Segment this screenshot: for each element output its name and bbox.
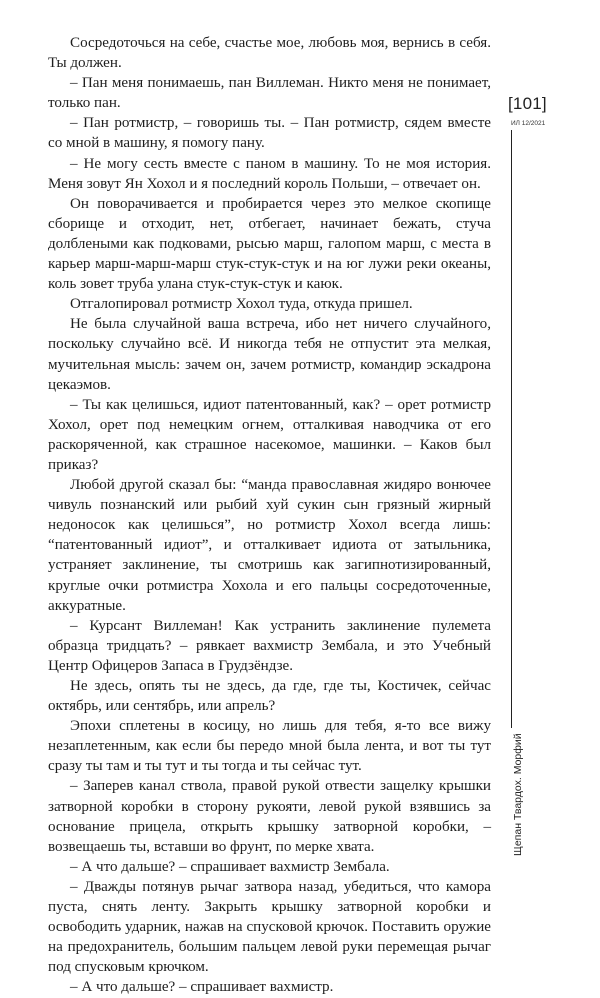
page-number: [101] [508,94,547,113]
paragraph: Отгалопировал ротмистр Хохол туда, откуда пришел. [70,296,413,313]
paragraph: – Заперев канал ствола, правой рукой отвести защелку крышки затворной коробки в сторону рукояти, левой рукой взявшись за основание прицела, открыть крышку затворной коробки, – возвещаешь ты, вставши во фрунт, по мерке хвата. [48,778,491,855]
margin-rule [511,130,512,728]
paragraph: – Не могу сесть вместе с паном в машину. То не моя история. Меня зовут Ян Хохол и я последний король Польши, – отвечает он. [48,155,491,192]
paragraph: – Пан ротмистр, – говоришь ты. – Пан ротмистр, сядем вместе со мной в машину, я помогу пану. [48,115,491,152]
body-text [48,33,491,998]
paragraph: Любой другой сказал бы: “манда православная жидяро вонючее чивуль познанский или рыбий хуй сукин сын грязный жирный недоносок как целишься”, но ротмистр Хохол всегда лишь: “патентованный идиот”, и отталкивает идиота от затыльника, устраняет заклинение, ты смотришь как загипнотизированный, круглые очки ротмистра Хохола и его пальцы сосредоточенные, аккуратные. [48,477,491,614]
running-title: Щепан Твардох. Морфий [512,733,524,856]
paragraph: – Дважды потянув рычаг затвора назад, убедиться, что камора пуста, снять ленту. Закрыть крышку затворной коробки и освободить ударник, нажав на спусковой крючок. Поставить оружие на предохранитель, большим пальцем левой руки перемещая рычаг под спусковым крючком. [48,878,491,976]
paragraph: Не была случайной ваша встреча, ибо нет ничего случайного, поскольку случайно всё. И никогда тебя не отпустит эта мелкая, мучительная мысль: зачем он, зачем ротмистр, командир эскадрона цекаэмов. [48,316,491,393]
paragraph: Эпохи сплетены в косицу, но лишь для тебя, я-то все вижу незаплетенным, как если бы передо мной была лента, и вот ты тут сразу ты там и ты тут и ты тогда и ты сейчас тут. [48,718,491,775]
paragraph: Сосредоточься на себе, счастье мое, любовь моя, вернись в себя. Ты должен. [48,35,491,72]
issue-label: ИЛ 12/2021 [511,120,546,127]
paragraph: Он поворачивается и пробирается через это мелкое скопище сборище и отходит, нет, отбегает, начинает бежать, стуча долблеными как подковами, рысью марш, галопом марш, с места в карьер марш-марш-марш стук-стук-стук и на юг лужи реки океаны, коль зовет труба улана стук-стук-стук и каюк. [48,195,491,293]
paragraph: Не здесь, опять ты не здесь, да где, где ты, Костичек, сейчас октябрь, или сентябрь, или апрель? [48,678,491,715]
paragraph: – А что дальше? – спрашивает вахмистр Зембала. [70,858,390,875]
paragraph: – Пан меня понимаешь, пан Виллеман. Никто меня не понимает, только пан. [48,75,491,112]
paragraph: – Курсант Виллеман! Как устранить заклинение пулемета образца тридцать? – рявкает вахмистр Зембала, и это Учебный Центр Офицеров Запаса в Грудзёндзе. [48,617,491,674]
paragraph: – Ты как целишься, идиот патентованный, как? – орет ротмистр Хохол, орет под немецким огнем, отталкивая наводчика от его раскоряченной, как страшное насекомое, машинки. – Каков был приказ? [48,396,491,473]
paragraph: – А что дальше? – спрашивает вахмистр. [70,979,334,996]
